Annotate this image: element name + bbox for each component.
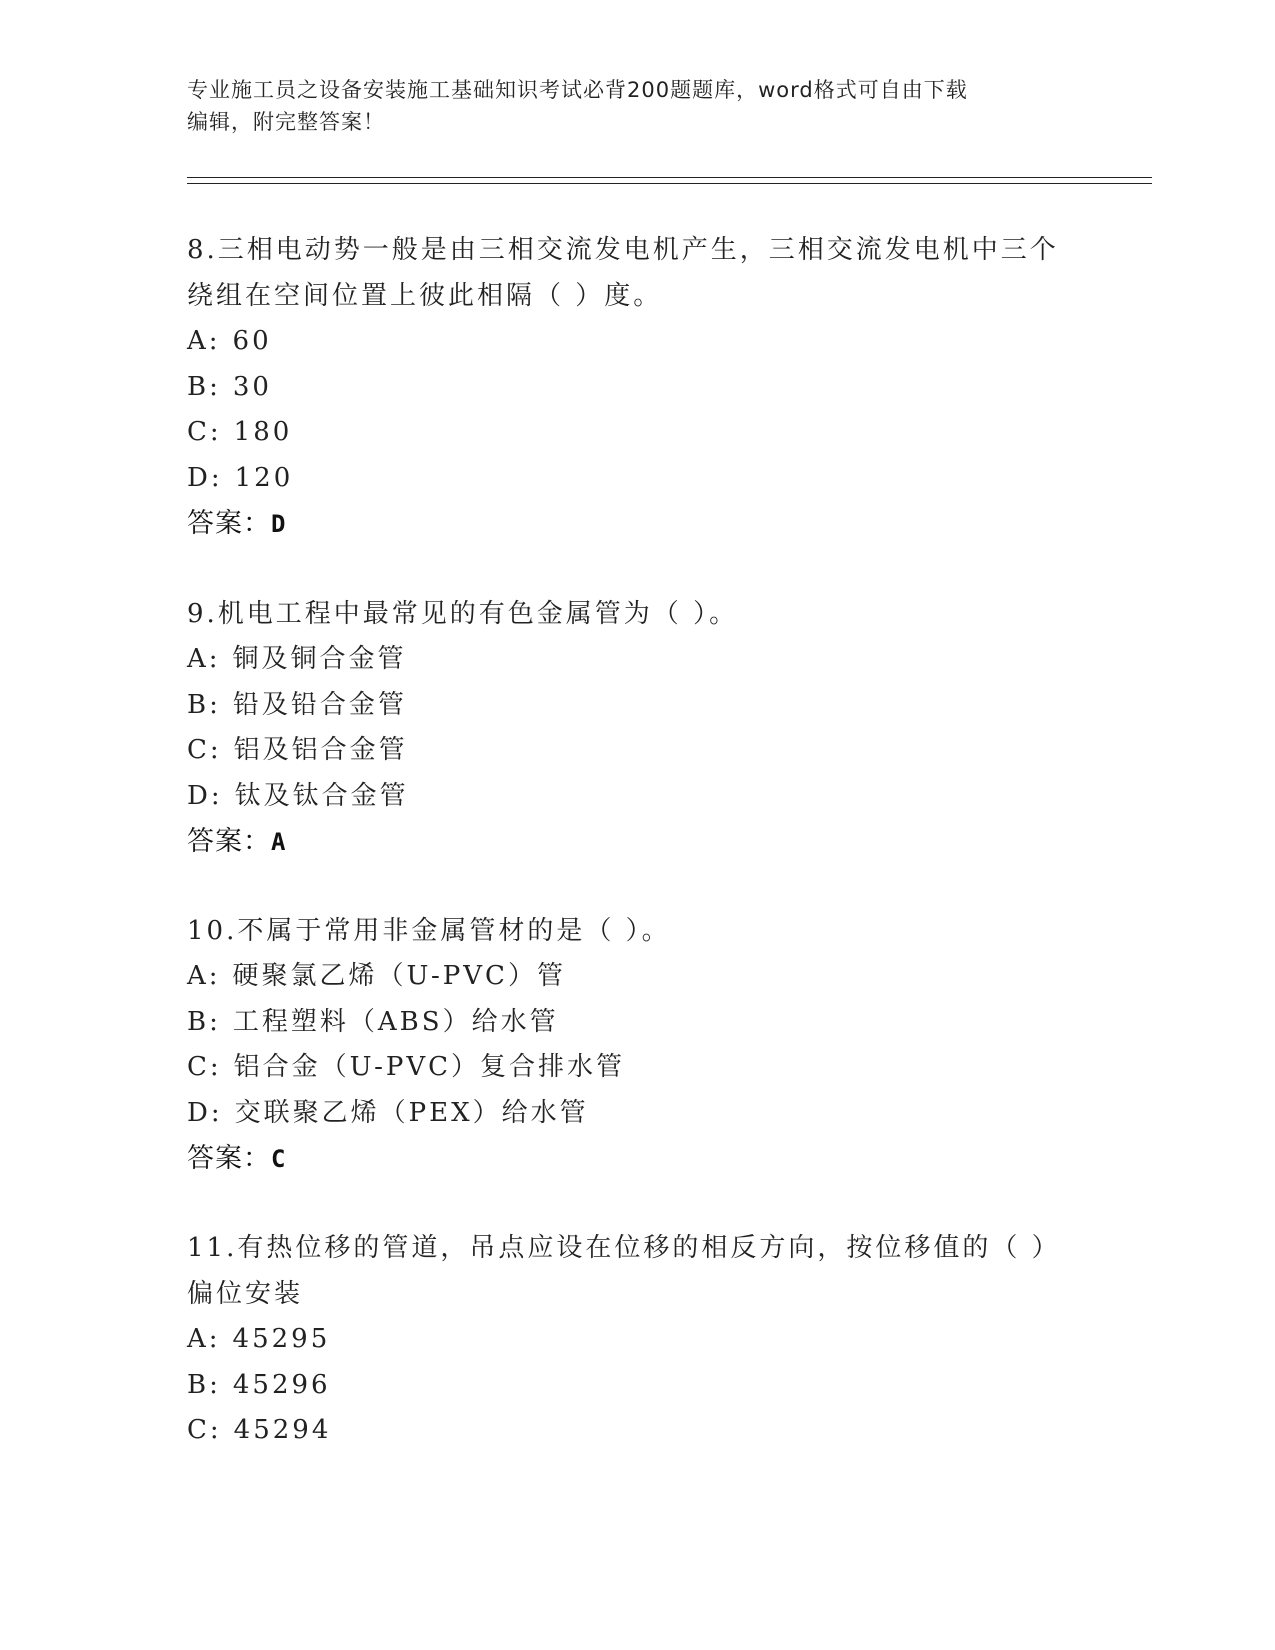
question-9 xyxy=(187,591,1067,865)
option-c: C: 铝及铝合金管 xyxy=(187,735,408,765)
question-stem: 11.有热位移的管道，吊点应设在位移的相反方向，按位移值的（ ）偏位安装 xyxy=(187,1233,1061,1309)
option-d: D: 钛及钛合金管 xyxy=(187,780,409,811)
option-b: B: 30 xyxy=(187,371,272,402)
answer-value: A xyxy=(271,828,287,856)
question-11 xyxy=(187,1225,1067,1454)
option-c: C: 180 xyxy=(187,417,293,447)
question-8 xyxy=(187,227,1067,547)
option-d: D: 120 xyxy=(187,462,294,493)
document-header xyxy=(187,74,1067,138)
option-b: B: 工程塑料（ABS）给水管 xyxy=(187,1006,559,1037)
option-d: D: 交联聚乙烯（PEX）给水管 xyxy=(187,1097,589,1128)
question-10 xyxy=(187,908,1067,1182)
answer-label: 答案： xyxy=(187,826,271,857)
option-b: B: 45296 xyxy=(187,1369,331,1400)
answer-line xyxy=(187,501,1067,547)
option-c: C: 45294 xyxy=(187,1415,332,1445)
header-divider-bottom xyxy=(187,183,1152,184)
header-line-1: 专业施工员之设备安装施工基础知识考试必背200题题库，word格式可自由下载 xyxy=(187,78,968,102)
answer-line xyxy=(187,1136,1067,1182)
option-a: A: 60 xyxy=(187,326,272,356)
question-stem: 8.三相电动势一般是由三相交流发电机产生，三相交流发电机中三个绕组在空间位置上彼此相隔（ ）度。 xyxy=(187,235,1059,311)
option-a: A: 铜及铜合金管 xyxy=(187,644,407,674)
answer-value: C xyxy=(271,1145,287,1173)
question-stem: 10.不属于常用非金属管材的是（ ）。 xyxy=(187,916,671,946)
header-divider-top xyxy=(187,177,1152,178)
option-a: A: 45295 xyxy=(187,1324,331,1354)
answer-label: 答案： xyxy=(187,1143,271,1174)
option-b: B: 铅及铅合金管 xyxy=(187,689,407,720)
header-line-2: 编辑，附完整答案！ xyxy=(187,110,385,134)
option-c: C: 铝合金（U-PVC）复合排水管 xyxy=(187,1052,626,1082)
option-a: A: 硬聚氯乙烯（U-PVC）管 xyxy=(187,961,566,991)
answer-value: D xyxy=(271,510,287,538)
answer-label: 答案： xyxy=(187,508,271,539)
answer-line xyxy=(187,819,1067,865)
question-stem: 9.机电工程中最常见的有色金属管为（ ）。 xyxy=(187,599,739,629)
